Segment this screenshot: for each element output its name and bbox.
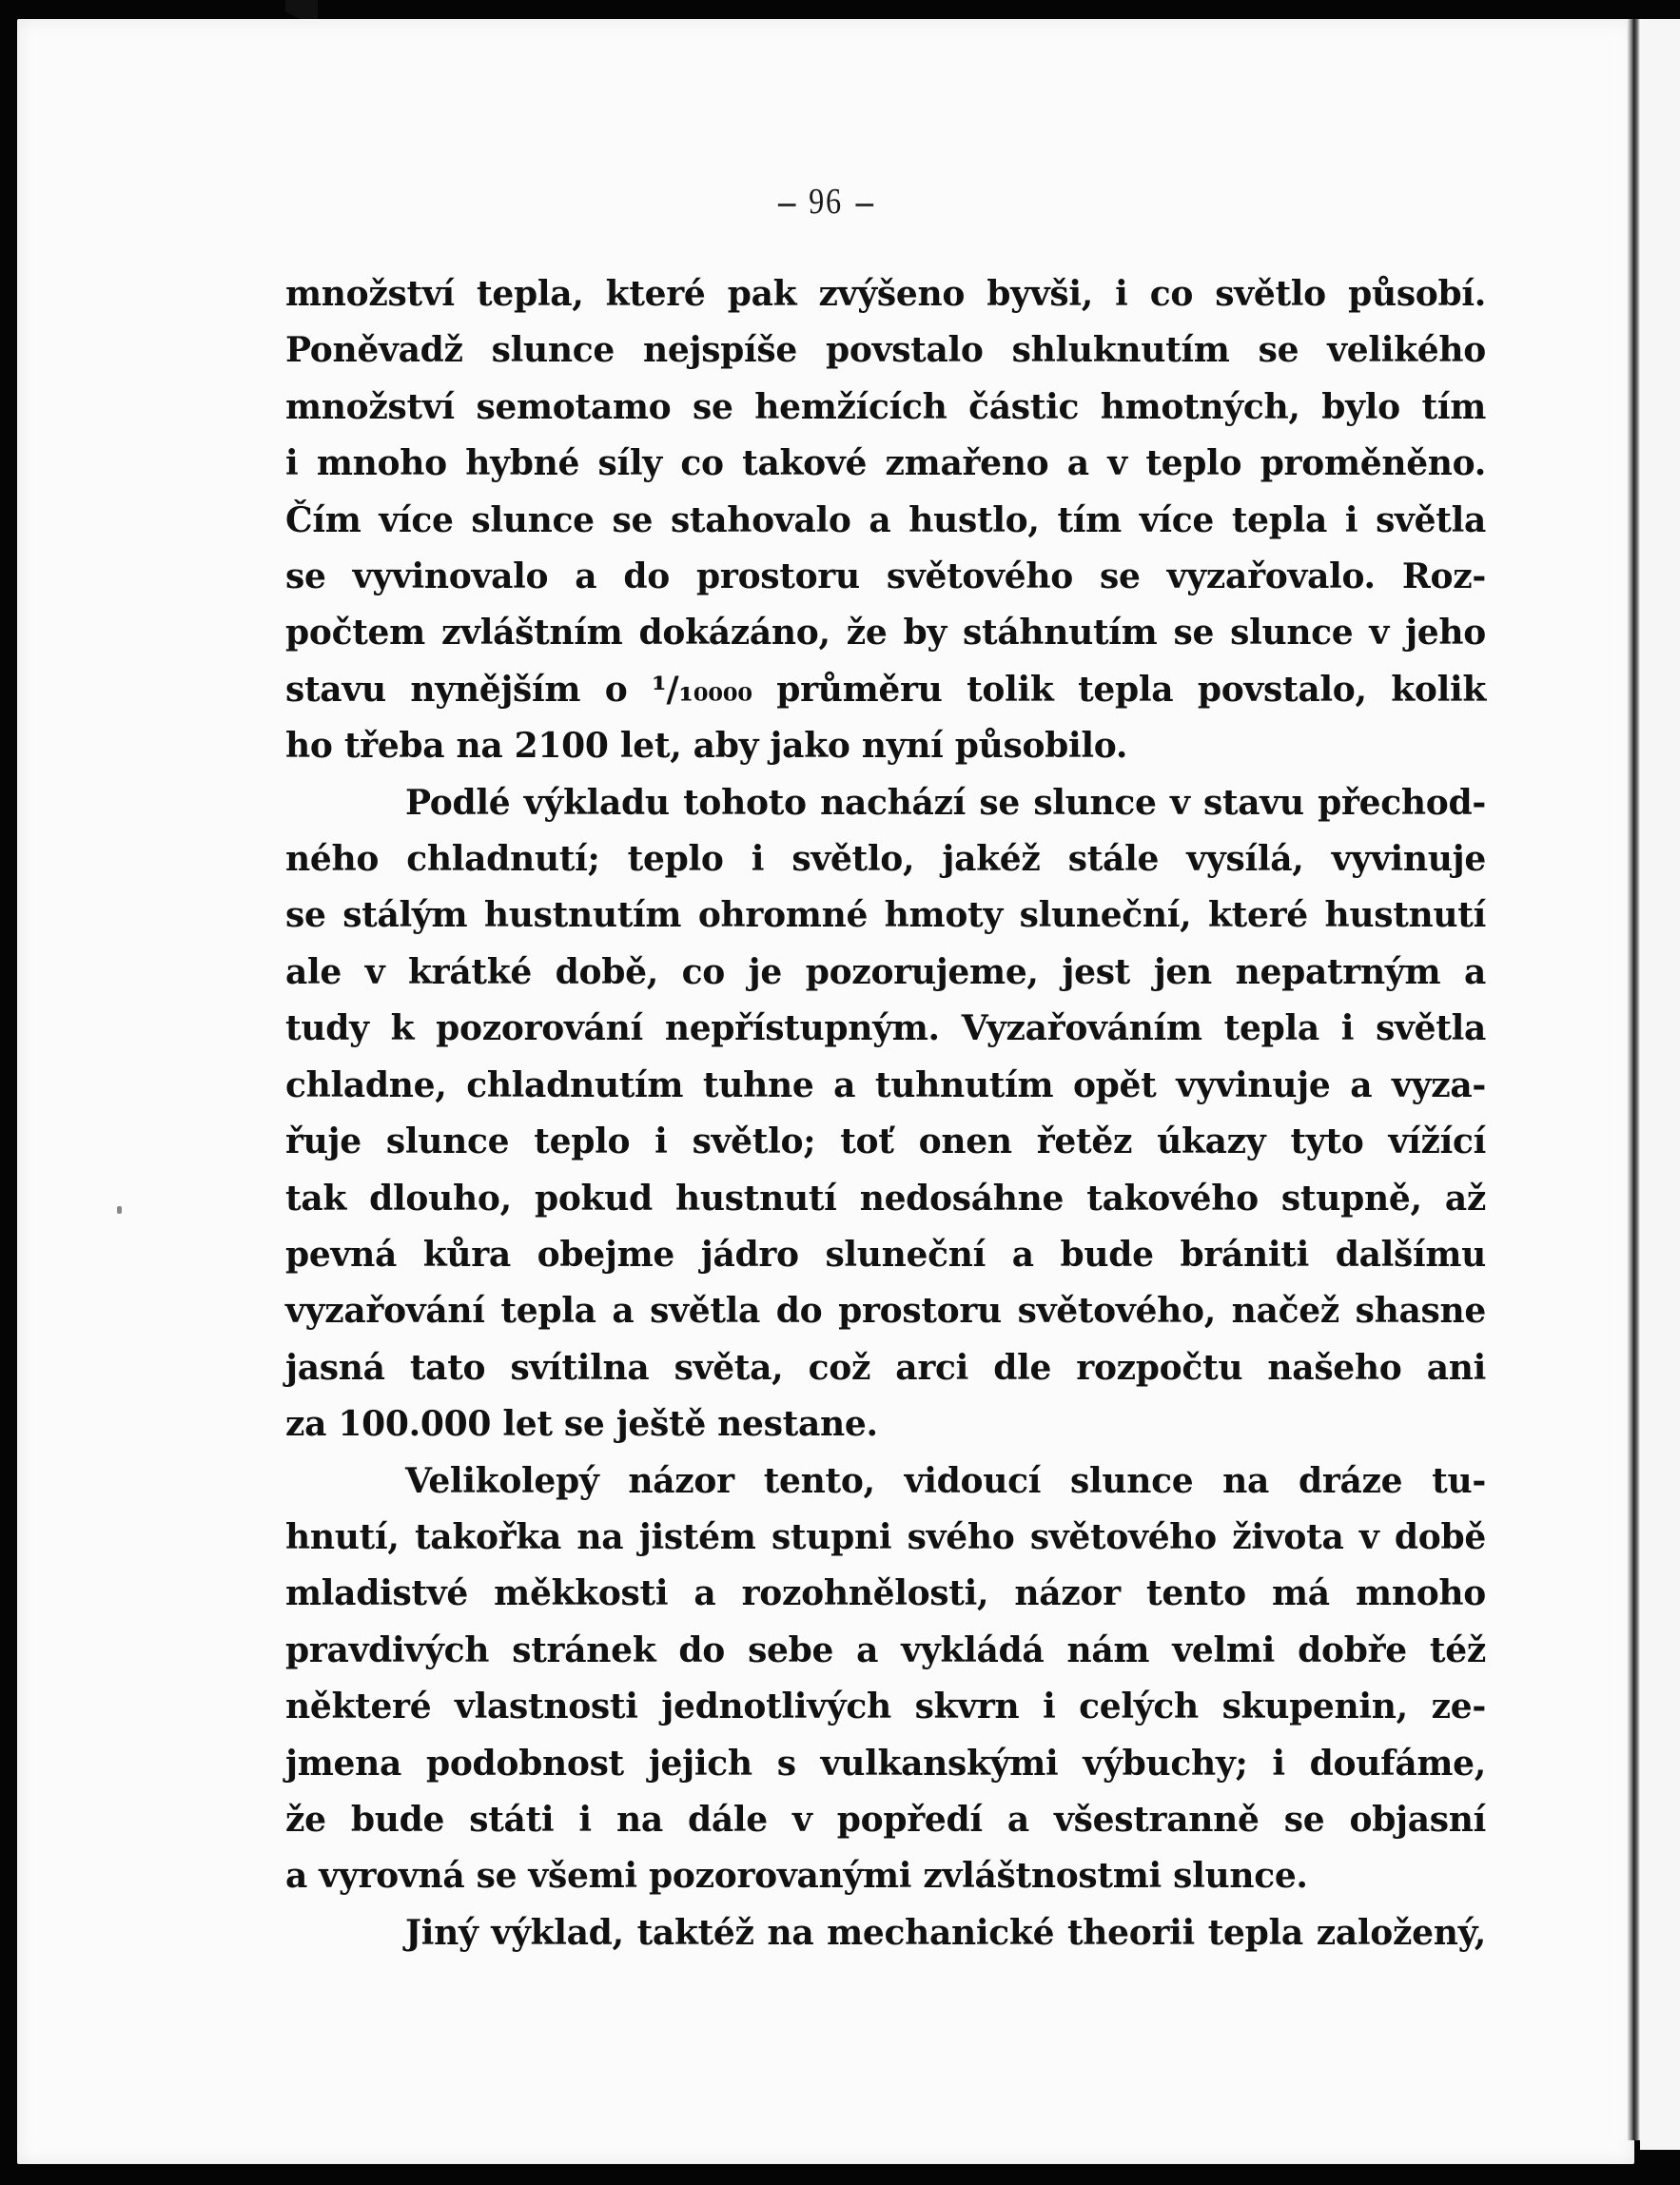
text-line: ale v krátké době, co je pozorujeme, jest jen nepatrným a <box>285 951 1486 992</box>
scan-speck <box>117 1206 122 1214</box>
text-line: vyzařování tepla a světla do prostoru světového, načež shasne <box>285 1291 1486 1332</box>
text-line: ného chladnutí; teplo i světlo, jakéž stále vysílá, vyvinuje <box>285 839 1486 880</box>
text-line: některé vlastnosti jednotlivých skvrn i celých skupenin, ze- <box>285 1687 1486 1727</box>
text-line: pevná kůra obejme jádro sluneční a bude brániti dalšímu <box>285 1234 1486 1275</box>
text-line: ho třeba na 2100 let, aby jako nyní působilo. <box>285 726 1128 767</box>
text-line: se stálým hustnutím ohromné hmoty sluneční, které hustnutí <box>285 895 1486 936</box>
text-line: řuje slunce teplo i světlo; toť onen řetěz úkazy tyto vížící <box>285 1122 1486 1162</box>
text-line: Podlé výkladu tohoto nachází se slunce v stavu přechod- <box>405 782 1486 823</box>
text-line: i mnoho hybné síly co takové zmařeno a v teplo proměněno. <box>285 443 1486 484</box>
text-line: hnutí, takořka na jistém stupni svého světového života v době <box>285 1516 1486 1557</box>
body-text <box>285 266 1486 1961</box>
text-line: Poněvadž slunce nejspíše povstalo shluknutím se velikého <box>285 330 1486 371</box>
text-line: mladistvé měkkosti a rozohnělosti, názor tento má mnoho <box>285 1573 1486 1614</box>
text-line: Jiný výklad, taktéž na mechanické theorii tepla založený, <box>405 1912 1486 1953</box>
text-line: množství semotamo se hemžících částic hmotných, bylo tím <box>285 386 1486 427</box>
text-line: stavu nynějším o ¹/₁₀₀₀₀ průměru tolik tepla povstalo, kolik <box>285 669 1486 710</box>
text-line: jasná tato svítilna světa, což arci dle rozpočtu našeho ani <box>285 1347 1486 1388</box>
folio-dash-right <box>855 204 873 206</box>
text-line: množství tepla, které pak zvýšeno byvši, i co světlo působí. <box>285 274 1486 314</box>
text-line: tak dlouho, pokud hustnutí nedosáhne takového stupně, až <box>285 1178 1486 1219</box>
text-line: tudy k pozorování nepřístupným. Vyzařováním tepla i světla <box>285 1008 1486 1049</box>
text-line: pravdivých stránek do sebe a vykládá nám velmi dobře též <box>285 1629 1486 1670</box>
page-number <box>139 181 1514 223</box>
text-line: se vyvinovalo a do prostoru světového se vyzařovalo. Roz- <box>285 556 1486 597</box>
text-line: a vyrovná se všemi pozorovanými zvláštnostmi slunce. <box>285 1856 1308 1897</box>
page-number-value: 96 <box>809 182 843 222</box>
folio-dash-left <box>778 204 796 206</box>
text-line: Velikolepý názor tento, vidoucí slunce na dráze tu- <box>405 1460 1486 1501</box>
text-line: za 100.000 let se ještě nestane. <box>285 1404 878 1445</box>
text-line: Čím více slunce se stahovalo a hustlo, tím více tepla i světla <box>285 499 1486 540</box>
text-line: chladne, chladnutím tuhne a tuhnutím opět vyvinuje a vyza- <box>285 1064 1486 1105</box>
text-line: jmena podobnost jejich s vulkanskými výbuchy; i doufáme, <box>285 1743 1486 1784</box>
adjacent-page-edge <box>1640 19 1680 2150</box>
book-gutter <box>1627 19 1640 2140</box>
text-line: že bude státi i na dále v popředí a všestranně se objasní <box>285 1799 1486 1840</box>
text-line: počtem zvláštním dokázáno, že by stáhnutím se slunce v jeho <box>285 613 1486 654</box>
